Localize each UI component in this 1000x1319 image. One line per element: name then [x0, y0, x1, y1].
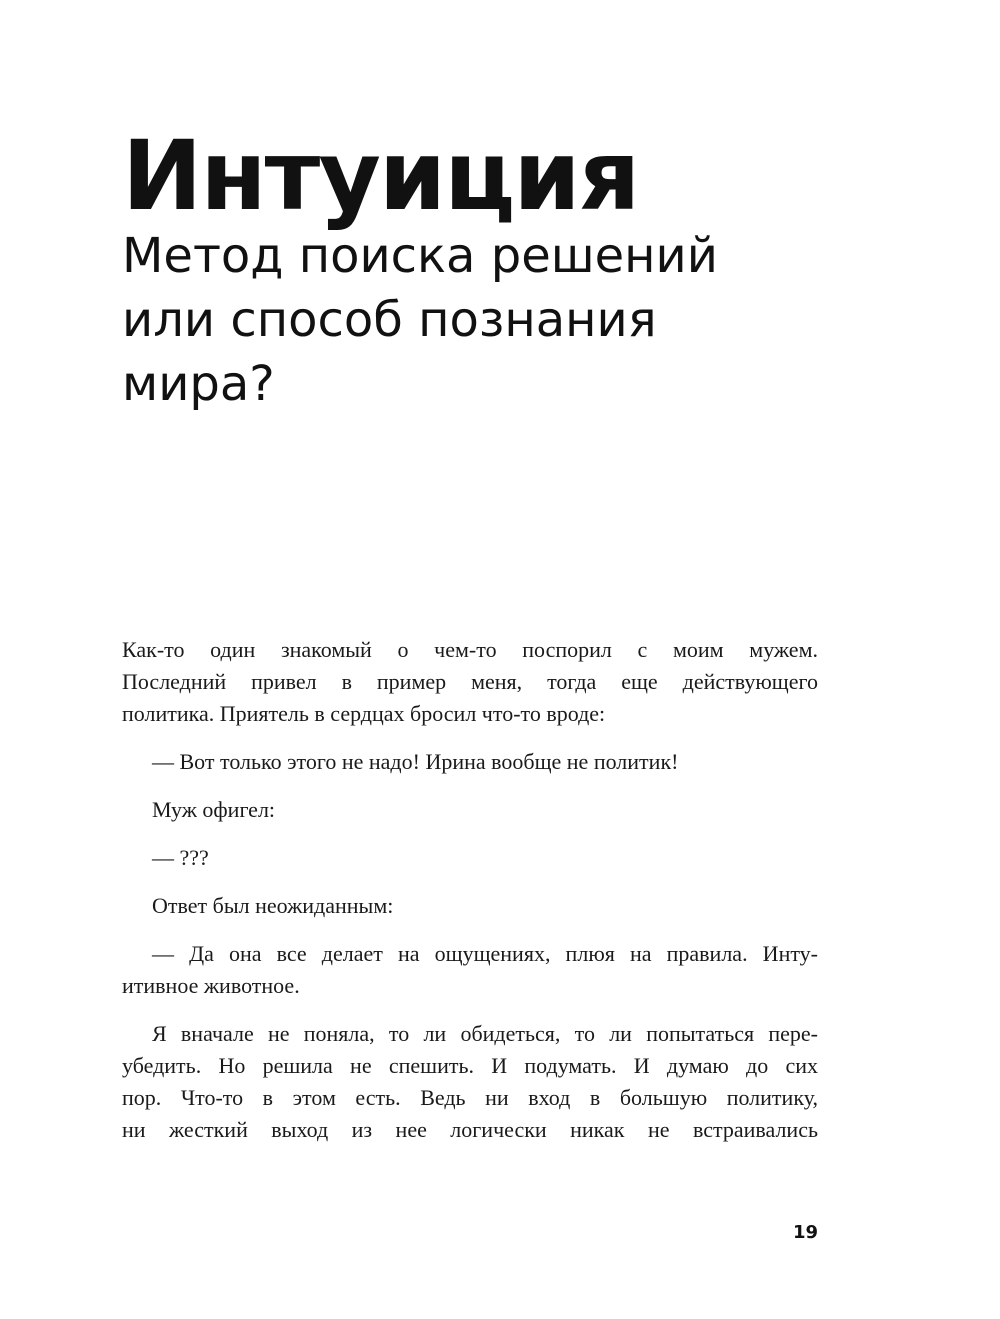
text-line: политика. Приятель в сердцах бросил что-то вроде: [122, 701, 606, 726]
text-line: — Вот только этого не надо! Ирина вообще не политик! [152, 749, 679, 774]
text-line: Как-то один знакомый о чем-то поспорил с моим мужем. [122, 637, 818, 662]
text-line: — Да она все делает на ощущениях, плюя на правила. Инту- [152, 941, 818, 966]
paragraph-dialogue [122, 746, 818, 778]
paragraph [122, 794, 818, 826]
text-line: Муж офигел: [152, 797, 276, 822]
paragraph-dialogue [122, 938, 818, 1002]
page-number: 19 [792, 1222, 818, 1243]
paragraph [122, 1018, 818, 1146]
subtitle-line: Метод поиска решений [122, 228, 718, 284]
paragraph-dialogue [122, 842, 818, 874]
body-text [122, 634, 818, 1146]
text-line: — ??? [152, 845, 209, 870]
subtitle-line: или способ познания [122, 292, 657, 348]
chapter-subtitle [122, 224, 718, 416]
text-line: ни жесткий выход из нее логически никак не встраивались [122, 1117, 818, 1142]
text-line: убедить. Но решила не спешить. И подумать. И думаю до сих [122, 1053, 818, 1078]
chapter-title: Интуиция [122, 120, 639, 232]
text-line: пор. Что-то в этом есть. Ведь ни вход в большую политику, [122, 1085, 818, 1110]
subtitle-line: мира? [122, 356, 275, 412]
paragraph [122, 890, 818, 922]
text-line: Ответ был неожиданным: [152, 893, 394, 918]
text-line: Последний привел в пример меня, тогда еще действующего [122, 669, 818, 694]
paragraph [122, 634, 818, 730]
text-line: Я вначале не поняла, то ли обидеться, то ли попытаться пере- [152, 1021, 818, 1046]
text-line: итивное животное. [122, 973, 300, 998]
